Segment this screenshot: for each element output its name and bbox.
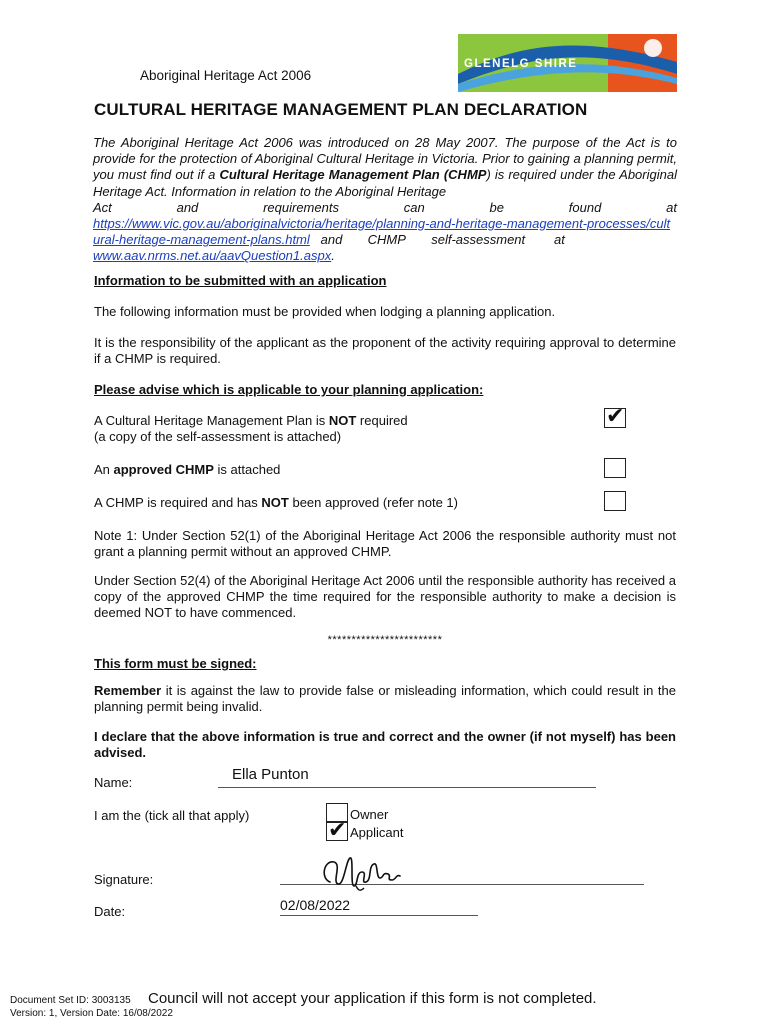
date-field[interactable] (280, 915, 478, 916)
glenelg-shire-logo (458, 34, 677, 92)
note-1: Note 1: Under Section 52(1) of the Aboriginal Heritage Act 2006 the responsible authority must not grant a planning permit without an approved CHMP. (94, 528, 676, 559)
period: . (331, 248, 335, 264)
date-value: 02/08/2022 (280, 897, 351, 913)
checkbox-chmp-not-approved[interactable] (604, 491, 626, 511)
word: at (554, 232, 565, 248)
option-bold: approved CHMP (113, 462, 214, 477)
option-text: is attached (213, 462, 281, 477)
name-field[interactable] (218, 787, 596, 788)
option-chmp-not-approved (94, 495, 458, 511)
heritage-plans-link[interactable]: https://www.vic.gov.au/aboriginalvictoria/heritage/planning-and-heritage-management-processes/cultural-heritage-management-plans.html (93, 216, 671, 248)
separator-stars: ************************ (327, 634, 443, 646)
intro-text-1: The Aboriginal Heritage Act 2006 was introduced on 28 May 2007. The purpose of the Act is to provide for the protection of Aboriginal Cultural Heritage in Victoria. Prior to gaining a planning permit, you must find out if a (93, 135, 677, 183)
name-label: Name: (94, 775, 133, 790)
intro-paragraph (93, 135, 677, 265)
option-text: A Cultural Heritage Management Plan is (94, 413, 329, 428)
option-bold: NOT (328, 413, 357, 428)
name-value: Ella Punton (232, 766, 309, 783)
info-p1: The following information must be provided when lodging a planning application. (94, 304, 556, 319)
signature-label: Signature: (94, 872, 154, 887)
word: requirements (263, 199, 339, 215)
option-chmp-not-required (94, 413, 408, 445)
remember-text: it is against the law to provide false or misleading information, which could result in the planning permit being invalid. (94, 683, 676, 714)
option-text: A CHMP is required and has (94, 495, 262, 510)
checkbox-chmp-not-required[interactable] (604, 403, 626, 428)
word: and (176, 199, 199, 215)
intro-justified-line (93, 200, 677, 216)
word: self-assessment (431, 232, 526, 248)
option-text: An (94, 462, 114, 477)
doc-set-id: Document Set ID: 3003135 (10, 995, 131, 1006)
word: Act (93, 199, 112, 215)
word: be (489, 199, 504, 215)
word: at (666, 199, 677, 215)
page-title: CULTURAL HERITAGE MANAGEMENT PLAN DECLARATION (94, 100, 588, 119)
word: and (320, 232, 343, 248)
declaration-text: I declare that the above information is true and correct and the owner (if not myself) has been advised. (94, 729, 676, 760)
signing-heading: This form must be signed: (94, 656, 257, 671)
tick-icon: ✔ (606, 403, 625, 428)
role-applicant-label: Applicant (350, 825, 404, 840)
option-approved-chmp (94, 462, 280, 478)
completion-notice: Council will not accept your application if this form is not completed. (148, 990, 597, 1007)
note-2: Under Section 52(4) of the Aboriginal Heritage Act 2006 until the responsible authority has received a copy of the approved CHMP the time required for the responsible authority to make a decision is deemed NOT to have commenced. (94, 573, 676, 620)
tick-icon: ✔ (328, 817, 347, 842)
role-label: I am the (tick all that apply) (94, 808, 250, 823)
intro-text-2: ) is required under the Aboriginal Heritage Act. Information in relation to the Aboriginal Heritage (93, 167, 677, 199)
version-info: Version: 1, Version Date: 16/08/2022 (10, 1008, 173, 1019)
advise-heading: Please advise which is applicable to your planning application: (94, 382, 484, 397)
remember-bold: Remember (94, 683, 162, 698)
option-text: required (356, 413, 408, 428)
option-bold: NOT (261, 495, 289, 510)
info-heading: Information to be submitted with an application (94, 273, 387, 288)
word: found (568, 199, 602, 215)
option-text: been approved (refer note 1) (288, 495, 458, 510)
option-subtext: (a copy of the self-assessment is attached) (94, 429, 342, 444)
intro-link-block (93, 216, 677, 248)
checkbox-approved-chmp[interactable] (604, 458, 626, 478)
remember-paragraph (94, 683, 676, 715)
logo-text: GLENELG SHIRE (464, 58, 578, 70)
act-title: Aboriginal Heritage Act 2006 (140, 68, 312, 83)
role-owner-label: Owner (350, 807, 389, 822)
aav-question-link[interactable]: www.aav.nrms.net.au/aavQuestion1.aspx (93, 248, 332, 264)
intro-bold-chmp: Cultural Heritage Management Plan (CHMP (219, 167, 487, 183)
date-label: Date: (94, 904, 126, 919)
checkbox-applicant[interactable] (326, 817, 348, 842)
word: CHMP (367, 232, 406, 248)
info-p2: It is the responsibility of the applicant as the proponent of the activity requiring approval to determine if a CHMP is required. (94, 335, 676, 366)
word: can (403, 199, 425, 215)
signature-image (316, 852, 406, 894)
